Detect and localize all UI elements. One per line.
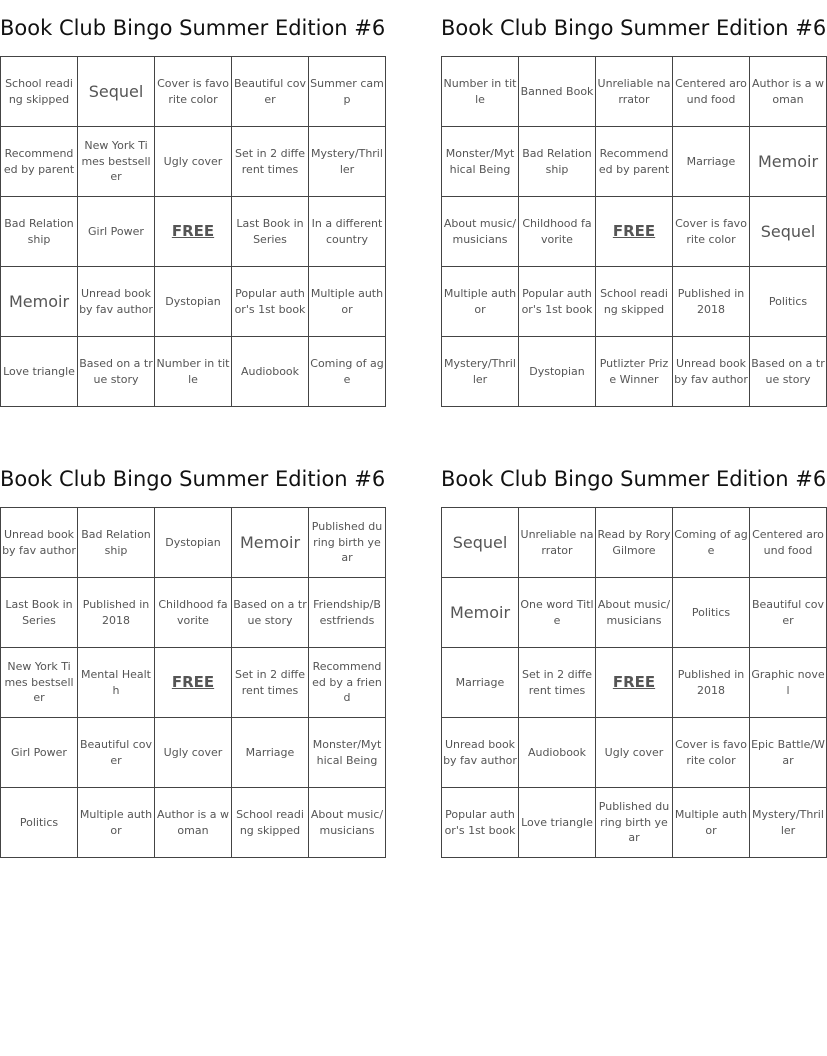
bingo-row bbox=[1, 788, 386, 858]
bingo-cell: Coming of age bbox=[673, 508, 750, 578]
bingo-cell: Dystopian bbox=[155, 267, 232, 337]
bingo-cell: Unreliable narrator bbox=[519, 508, 596, 578]
bingo-grid bbox=[0, 507, 386, 858]
bingo-cell: Mystery/Thriller bbox=[442, 337, 519, 407]
bingo-cell: Unread book by fav author bbox=[442, 718, 519, 788]
bingo-row bbox=[442, 267, 827, 337]
bingo-cell: Love triangle bbox=[1, 337, 78, 407]
card-title: Book Club Bingo Summer Edition #6 bbox=[0, 467, 386, 491]
bingo-cell: Unread book by fav author bbox=[673, 337, 750, 407]
bingo-cell: Unread book by fav author bbox=[78, 267, 155, 337]
bingo-cell: School reading skipped bbox=[232, 788, 309, 858]
bingo-cell: Multiple author bbox=[78, 788, 155, 858]
card-title: Book Club Bingo Summer Edition #6 bbox=[0, 16, 386, 40]
bingo-cell: Set in 2 different times bbox=[232, 127, 309, 197]
bingo-cell: Cover is favorite color bbox=[673, 718, 750, 788]
bingo-cell: Audiobook bbox=[232, 337, 309, 407]
bingo-cell: Audiobook bbox=[519, 718, 596, 788]
bingo-row bbox=[1, 267, 386, 337]
bingo-row bbox=[442, 578, 827, 648]
bingo-cell: About music/musicians bbox=[596, 578, 673, 648]
bingo-cell: Sequel bbox=[78, 57, 155, 127]
bingo-cell: Memoir bbox=[750, 127, 827, 197]
bingo-cell: Monster/Mythical Being bbox=[309, 718, 386, 788]
bingo-cell: Number in title bbox=[442, 57, 519, 127]
bingo-cell: Ugly cover bbox=[155, 127, 232, 197]
bingo-cell: Recommended by parent bbox=[1, 127, 78, 197]
bingo-cell: Set in 2 different times bbox=[232, 648, 309, 718]
bingo-cell: Politics bbox=[750, 267, 827, 337]
bingo-cell: About music/musicians bbox=[442, 197, 519, 267]
bingo-cell: Based on a true story bbox=[232, 578, 309, 648]
bingo-card-4 bbox=[441, 451, 827, 858]
bingo-cell: Bad Relationship bbox=[519, 127, 596, 197]
bingo-cell: Monster/Mythical Being bbox=[442, 127, 519, 197]
bingo-cell: Published during birth year bbox=[596, 788, 673, 858]
bingo-cell: Politics bbox=[1, 788, 78, 858]
bingo-grid bbox=[441, 56, 827, 407]
bingo-grid bbox=[441, 507, 827, 858]
bingo-row bbox=[1, 578, 386, 648]
bingo-cell: Unreliable narrator bbox=[596, 57, 673, 127]
bingo-cell: Dystopian bbox=[519, 337, 596, 407]
bingo-row bbox=[442, 197, 827, 267]
bingo-cell: Mystery/Thriller bbox=[309, 127, 386, 197]
bingo-cell: School reading skipped bbox=[596, 267, 673, 337]
bingo-cell: Set in 2 different times bbox=[519, 648, 596, 718]
bingo-cell: Beautiful cover bbox=[750, 578, 827, 648]
bingo-cell: Author is a woman bbox=[155, 788, 232, 858]
bingo-card-2 bbox=[441, 0, 827, 407]
bingo-row bbox=[442, 508, 827, 578]
bingo-cell: Sequel bbox=[442, 508, 519, 578]
card-title: Book Club Bingo Summer Edition #6 bbox=[441, 16, 827, 40]
bingo-cell: New York Times bestseller bbox=[1, 648, 78, 718]
bingo-cell: Centered around food bbox=[750, 508, 827, 578]
bingo-cell: Unread book by fav author bbox=[1, 508, 78, 578]
bingo-cell: Published during birth year bbox=[309, 508, 386, 578]
bingo-cell: Bad Relationship bbox=[1, 197, 78, 267]
bingo-row bbox=[442, 57, 827, 127]
bingo-cell: Recommended by a friend bbox=[309, 648, 386, 718]
bingo-row bbox=[1, 508, 386, 578]
bingo-row bbox=[442, 788, 827, 858]
bingo-cell: Epic Battle/War bbox=[750, 718, 827, 788]
bingo-cell: Politics bbox=[673, 578, 750, 648]
bingo-cell: Memoir bbox=[442, 578, 519, 648]
bingo-cell: Banned Book bbox=[519, 57, 596, 127]
bingo-cell: Centered around food bbox=[673, 57, 750, 127]
free-space: FREE bbox=[596, 197, 673, 267]
bingo-cell: Childhood favorite bbox=[155, 578, 232, 648]
card-title: Book Club Bingo Summer Edition #6 bbox=[441, 467, 827, 491]
bingo-cell: In a different country bbox=[309, 197, 386, 267]
bingo-row bbox=[1, 127, 386, 197]
bingo-cell: Graphic novel bbox=[750, 648, 827, 718]
bingo-cell: Coming of age bbox=[309, 337, 386, 407]
bingo-cell: Published in 2018 bbox=[673, 267, 750, 337]
bingo-cell: Love triangle bbox=[519, 788, 596, 858]
bingo-row bbox=[1, 718, 386, 788]
bingo-cell: One word Title bbox=[519, 578, 596, 648]
bingo-cell: Multiple author bbox=[673, 788, 750, 858]
bingo-cell: Beautiful cover bbox=[78, 718, 155, 788]
bingo-row bbox=[1, 197, 386, 267]
bingo-cell: Bad Relationship bbox=[78, 508, 155, 578]
bingo-cell: Sequel bbox=[750, 197, 827, 267]
bingo-grid bbox=[0, 56, 386, 407]
free-space: FREE bbox=[596, 648, 673, 718]
bingo-row bbox=[442, 648, 827, 718]
bingo-cell: Popular author's 1st book bbox=[519, 267, 596, 337]
bingo-cell: About music/musicians bbox=[309, 788, 386, 858]
bingo-cell: Marriage bbox=[442, 648, 519, 718]
bingo-cell: Childhood favorite bbox=[519, 197, 596, 267]
bingo-cell: Read by Rory Gilmore bbox=[596, 508, 673, 578]
bingo-row bbox=[1, 648, 386, 718]
bingo-cell: Published in 2018 bbox=[673, 648, 750, 718]
bingo-row bbox=[1, 57, 386, 127]
bingo-cell: Friendship/Bestfriends bbox=[309, 578, 386, 648]
bingo-cell: Putlizter Prize Winner bbox=[596, 337, 673, 407]
bingo-cell: Mental Health bbox=[78, 648, 155, 718]
bingo-cell: Popular author's 1st book bbox=[232, 267, 309, 337]
bingo-cell: Multiple author bbox=[442, 267, 519, 337]
bingo-cell: Last Book in Series bbox=[1, 578, 78, 648]
free-space: FREE bbox=[155, 197, 232, 267]
bingo-cell: Ugly cover bbox=[155, 718, 232, 788]
bingo-cell: Girl Power bbox=[1, 718, 78, 788]
bingo-cell: Number in title bbox=[155, 337, 232, 407]
bingo-cell: Author is a woman bbox=[750, 57, 827, 127]
bingo-cell: Cover is favorite color bbox=[673, 197, 750, 267]
bingo-cell: Summer camp bbox=[309, 57, 386, 127]
bingo-cell: Girl Power bbox=[78, 197, 155, 267]
bingo-cell: Published in 2018 bbox=[78, 578, 155, 648]
bingo-cell: Marriage bbox=[673, 127, 750, 197]
bingo-cell: Popular author's 1st book bbox=[442, 788, 519, 858]
bingo-row bbox=[442, 718, 827, 788]
bingo-cell: Last Book in Series bbox=[232, 197, 309, 267]
bingo-cell: Dystopian bbox=[155, 508, 232, 578]
bingo-cell: Memoir bbox=[232, 508, 309, 578]
bingo-cell: Ugly cover bbox=[596, 718, 673, 788]
bingo-cell: Beautiful cover bbox=[232, 57, 309, 127]
bingo-cell: Memoir bbox=[1, 267, 78, 337]
bingo-cell: New York Times bestseller bbox=[78, 127, 155, 197]
bingo-cell: Mystery/Thriller bbox=[750, 788, 827, 858]
bingo-row bbox=[1, 337, 386, 407]
bingo-cell: School reading skipped bbox=[1, 57, 78, 127]
bingo-card-3 bbox=[0, 451, 386, 858]
bingo-cell: Marriage bbox=[232, 718, 309, 788]
bingo-row bbox=[442, 127, 827, 197]
bingo-row bbox=[442, 337, 827, 407]
bingo-cell: Based on a true story bbox=[750, 337, 827, 407]
bingo-cell: Cover is favorite color bbox=[155, 57, 232, 127]
bingo-cell: Multiple author bbox=[309, 267, 386, 337]
free-space: FREE bbox=[155, 648, 232, 718]
bingo-cell: Based on a true story bbox=[78, 337, 155, 407]
bingo-cell: Recommended by parent bbox=[596, 127, 673, 197]
bingo-card-1 bbox=[0, 0, 386, 407]
